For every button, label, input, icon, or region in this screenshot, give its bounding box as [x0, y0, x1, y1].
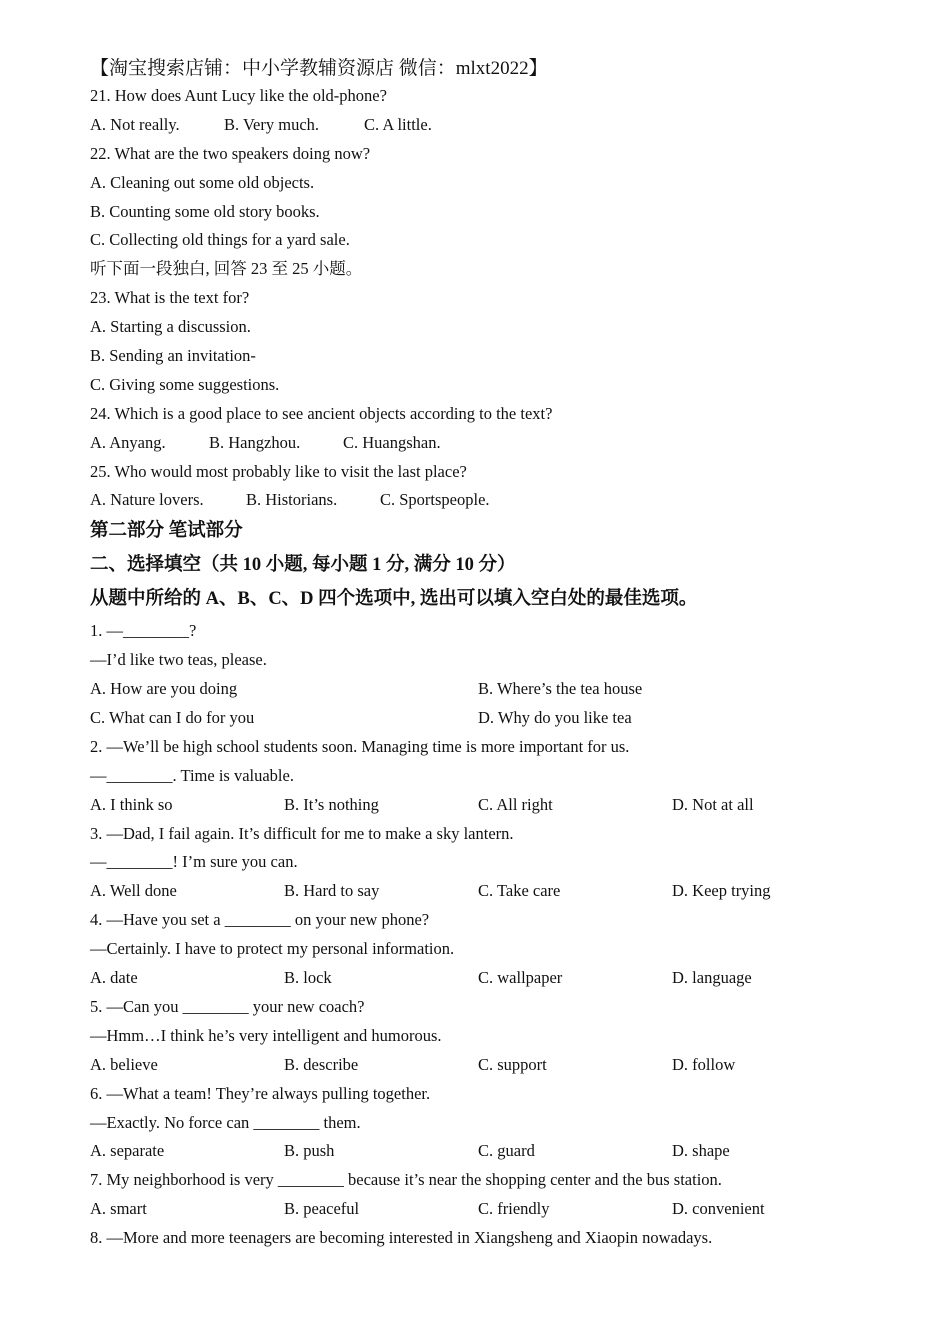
question-3: 3. —Dad, I fail again. It’s difficult for me to make a sky lantern. [90, 823, 514, 843]
option-b: B. Where’s the tea house [478, 679, 643, 699]
option-a: A. Cleaning out some old objects. [90, 172, 315, 192]
options-1-row-1 [90, 675, 890, 704]
option-a: A. Starting a discussion. [90, 317, 251, 337]
question-23: 23. What is the text for? [90, 288, 250, 308]
question-21: 21. How does Aunt Lucy like the old-phone? [90, 86, 387, 105]
option-a: A. believe [90, 1054, 158, 1074]
question-5-reply: —Hmm…I think he’s very intelligent and humorous. [90, 1025, 442, 1045]
option-c: C. Take care [478, 881, 561, 901]
option-d: D. Why do you like tea [478, 708, 632, 728]
option-c: C. All right [478, 794, 553, 814]
option-c: C. guard [478, 1141, 535, 1161]
option-c: C. wallpaper [478, 968, 563, 988]
question-7: 7. My neighborhood is very ________ because it’s near the shopping center and the bus station. [90, 1170, 722, 1190]
question-5: 5. —Can you ________ your new coach? [90, 996, 365, 1016]
option-b: B. describe [284, 1054, 359, 1074]
option-b: B. Counting some old story books. [90, 201, 320, 221]
option-c: C. Huangshan. [343, 432, 441, 452]
option-b: B. It’s nothing [284, 794, 379, 814]
section-title: 二、选择填空（共 10 小题, 每小题 1 分, 满分 10 分） [90, 555, 516, 576]
option-d: D. Keep trying [672, 881, 771, 901]
option-a: A. Well done [90, 881, 177, 901]
question-4-reply: —Certainly. I have to protect my personal information. [90, 939, 455, 959]
option-d: D. convenient [672, 1199, 765, 1219]
option-b: B. Historians. [246, 490, 338, 510]
question-2: 2. —We’ll be high school students soon. Managing time is more important for us. [90, 736, 630, 756]
option-d: D. language [672, 968, 752, 988]
document-page [90, 55, 890, 1253]
options-6 [90, 1137, 890, 1166]
option-a: A. separate [90, 1141, 165, 1161]
question-3-reply: —________! I’m sure you can. [90, 852, 298, 872]
question-1-reply: —I’d like two teas, please. [90, 650, 267, 670]
option-a: A. smart [90, 1199, 147, 1219]
option-c: C. What can I do for you [90, 708, 255, 728]
option-c: C. Collecting old things for a yard sale. [90, 230, 350, 250]
option-b: B. Sending an invitation- [90, 346, 256, 366]
option-a: A. Nature lovers. [90, 490, 204, 510]
option-c: C. A little. [364, 114, 432, 134]
options-5 [90, 1051, 890, 1080]
option-a: A. Not really. [90, 114, 180, 134]
question-22: 22. What are the two speakers doing now? [90, 143, 371, 163]
option-b: B. Hangzhou. [209, 432, 301, 452]
options-4 [90, 964, 890, 993]
option-b: B. Hard to say [284, 881, 380, 901]
part-two-title: 第二部分 笔试部分 [90, 521, 243, 542]
options-24 [90, 429, 890, 458]
question-4: 4. —Have you set a ________ on your new phone? [90, 910, 430, 930]
option-a: A. I think so [90, 794, 173, 814]
options-21 [90, 111, 890, 140]
option-b: B. push [284, 1141, 335, 1161]
options-25 [90, 486, 890, 515]
option-b: B. peaceful [284, 1199, 360, 1219]
question-25: 25. Who would most probably like to visit the last place? [90, 461, 467, 481]
options-3 [90, 877, 890, 906]
option-d: D. Not at all [672, 794, 754, 814]
question-2-reply: —________. Time is valuable. [90, 765, 294, 785]
option-c: C. friendly [478, 1199, 550, 1219]
shop-header: 【淘宝搜索店铺：中小学教辅资源店 微信：mlxt2022】 [90, 58, 548, 79]
option-d: D. follow [672, 1054, 736, 1074]
option-c: C. Giving some suggestions. [90, 374, 280, 394]
option-c: C. Sportspeople. [380, 490, 490, 510]
option-c: C. support [478, 1054, 547, 1074]
section-instruction: 从题中所给的 A、B、C、D 四个选项中, 选出可以填入空白处的最佳选项。 [90, 589, 698, 610]
options-2 [90, 791, 890, 820]
option-a: A. Anyang. [90, 432, 166, 452]
option-b: B. lock [284, 968, 332, 988]
option-b: B. Very much. [224, 114, 320, 134]
options-7 [90, 1195, 890, 1224]
question-8: 8. —More and more teenagers are becoming interested in Xiangsheng and Xiaopin nowadays. [90, 1228, 713, 1248]
option-a: A. How are you doing [90, 679, 238, 699]
question-24: 24. Which is a good place to see ancient objects according to the text? [90, 403, 553, 423]
options-1-row-2 [90, 704, 890, 733]
option-a: A. date [90, 968, 138, 988]
question-6-reply: —Exactly. No force can ________ them. [90, 1112, 361, 1132]
listening-instruction: 听下面一段独白, 回答 23 至 25 小题。 [90, 259, 363, 279]
question-1: 1. —________? [90, 621, 197, 641]
option-d: D. shape [672, 1141, 730, 1161]
question-6: 6. —What a team! They’re always pulling together. [90, 1083, 431, 1103]
